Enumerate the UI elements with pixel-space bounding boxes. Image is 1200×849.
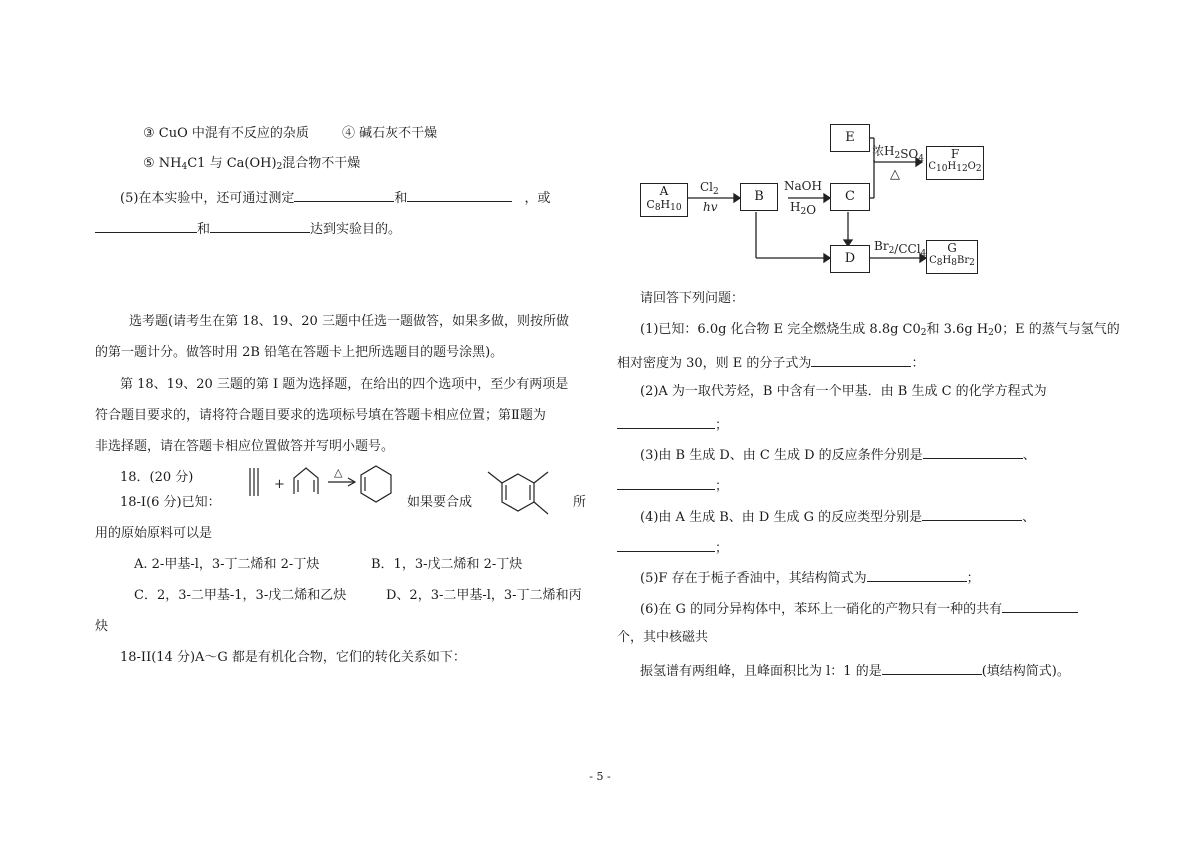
question-4-line2: ； [617,539,728,555]
compound-b: B [740,183,778,211]
elective-line2: 的第一题计分。做答时用 2B 铅笔在答题卡上把所选题目的题号涂黑)。 [95,345,504,360]
arrow1-reagent: $Cl_2$ [700,180,719,197]
compound-g: G $C_8H_8Br_2$ [926,240,978,274]
answer-blank[interactable] [811,354,911,367]
answer-blank[interactable] [617,416,715,429]
answer-blank[interactable] [922,508,1022,521]
compound-a: A $C_8H_{10}$ [640,183,688,217]
answer-blank[interactable] [617,539,715,552]
question-2-line1: (2)A 为一取代芳烃，B 中含有一个甲基．由 B 生成 C 的化学方程式为 [640,384,1047,399]
answer-blank[interactable] [1002,600,1078,613]
option-item-4: ④ 碱石灰不干燥 [342,126,438,141]
q18-1-prefix: 18-I(6 分)已知： [120,495,221,510]
answer-blank[interactable] [867,569,967,582]
q5-line1: (5)在本实验中，还可通过测定 和 ，或 [120,191,551,206]
question-2-line2: ； [617,416,728,432]
q18-1-continued: 用的原始原料可以是 [95,526,213,541]
option-b: B．1，3-戊二烯和 2-丁炔 [371,557,523,572]
question-3-line1: (3)由 B 生成 D、由 C 生成 D 的反应条件分别是 、 [640,448,1036,463]
option-d: D、2，3-二甲基-l，3-丁二烯和丙 [386,588,582,603]
elective-line3: 第 18、19、20 三题的第 I 题为选择题，在给出的四个选项中，至少有两项是 [120,377,569,392]
question-1-line1: (1)已知：6.0g 化合物 E 完全燃烧生成 8.8g $C0_2$和 3.6g $H_20$；E 的蒸气与氢气的 [640,322,1120,338]
target-molecule [480,458,570,528]
q18-1-target-text: 如果要合成 [407,495,473,510]
arrow2-reagent: NaOH [784,179,822,193]
compound-c: C [830,183,870,211]
compound-e: E [830,124,870,152]
option-item-3: ③ CuO 中混有不反应的杂质 [143,126,309,141]
reaction-scheme [240,458,420,518]
answer-blank[interactable] [294,189,394,202]
answer-blank[interactable] [407,189,512,202]
answer-blank[interactable] [210,220,310,233]
option-item-5: ⑤ $NH_4C1$ 与 $Ca(OH)_2$混合物不干燥 [143,156,361,172]
question-6-line2: 个，其中核磁共 [617,630,709,645]
page-number: - 5 - [589,770,611,783]
arrow2-condition: $H_2O$ [790,200,817,217]
question-4-line1: (4)由 A 生成 B、由 D 生成 G 的反应类型分别是 、 [640,510,1036,525]
answer-blank[interactable] [882,662,982,675]
answer-blank[interactable] [923,446,1023,459]
q18-1-suo: 所 [573,495,587,510]
answer-blank[interactable] [617,477,715,490]
compound-d: D [830,245,870,273]
question-6-line3: 振氢谱有两组峰，且峰面积比为 l：1 的是 (填结构简式)。 [640,664,1070,679]
answer-blank[interactable] [95,220,197,233]
question-5: (5)F 存在于栀子香油中，其结构简式为 ； [640,571,980,586]
q18-2-intro: 18-II(14 分)A～G 都是有机化合物，它们的转化关系如下： [120,650,466,665]
q18-title: 18．(20 分) [120,470,194,485]
arrowF-reagent: 浓$H_2SO_4$ [872,144,924,164]
q5-line2: 和 达到实验目的。 [95,220,401,236]
elective-line4: 符合题目要求的，请将符合题目要求的选项标号填在答题卡相应位置；第Ⅱ题为 [95,408,546,423]
arrowG-reagent: $Br_2/CCl_4$ [874,239,927,259]
option-c: C．2，3-二甲基-1，3-戊二烯和乙炔 [134,588,347,603]
question-3-line2: ； [617,477,728,493]
arrow1-condition: hv [703,200,718,214]
questions-prompt: 请回答下列问题： [640,291,745,306]
option-d-continued: 炔 [95,619,109,634]
plus-sign: + [274,477,285,492]
question-1-line2: 相对密度为 30，则 E 的分子式为 ： [617,356,925,371]
elective-line1: 选考题(请考生在第 18、19、20 三题中任选一题做答，如果多做，则按所做 [129,314,569,329]
question-6-line1: (6)在 G 的同分异构体中，苯环上一硝化的产物只有一种的共有 [640,600,1078,616]
arrowF-condition: △ [890,167,900,182]
elective-line5: 非选择题，请在答题卡相应位置做答并写明小题号。 [95,439,395,454]
heat-symbol: △ [334,466,343,479]
option-a: A. 2-甲基-l，3-丁二烯和 2-丁炔 [134,557,320,572]
compound-f: F $C_{10}H_{12}O_2$ [926,146,984,180]
